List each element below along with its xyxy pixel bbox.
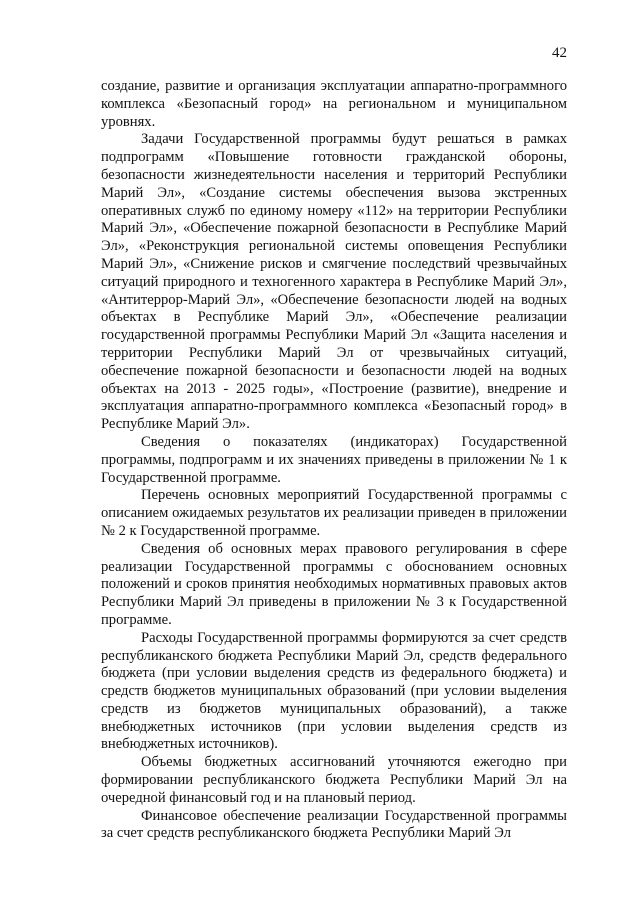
paragraph-measures-list: Перечень основных мероприятий Государственной программы с описанием ожидаемых результатов их реализации приведен в приложении № 2 к Государственной программе.: [101, 487, 567, 539]
paragraph-financing: Финансовое обеспечение реализации Государственной программы за счет средств республиканского бюджета Республики Марий Эл: [101, 807, 567, 842]
page-number: 42: [552, 45, 567, 61]
paragraph-expenses: Расходы Государственной программы формируются за счет средств республиканского бюджета Республики Марий Эл, средств федерального бюджета (при условии выделения средств из федерального бюджета) и средств бюджетов муниципальных образований (при условии выделения средств из бюджетов муниципальных образований), а также внебюджетных источников (при условии выделения средств из внебюджетных источников).: [101, 629, 567, 753]
paragraph-continuation: создание, развитие и организация эксплуатации аппаратно-программного комплекса «Безопасный город» на региональном и муниципальном уровнях.: [101, 78, 567, 130]
paragraph-indicators: Сведения о показателях (индикаторах) Государственной программы, подпрограмм и их значениях приведены в приложении № 1 к Государственной программе.: [101, 433, 567, 486]
body-text: [101, 78, 567, 843]
paragraph-tasks: Задачи Государственной программы будут решаться в рамках подпрограмм «Повышение готовности гражданской обороны, безопасности жизнедеятельности населения и территорий Республики Марий Эл», «Создание системы обеспечения вызова экстренных оперативных служб по единому номеру «112» на территории Республики Марий Эл», «Обеспечение пожарной безопасности в Республике Марий Эл», «Реконструкция региональной системы оповещения Республики Марий Эл», «Снижение рисков и смягчение последствий чрезвычайных ситуаций природного и техногенного характера в Республике Марий Эл», «Антитеррор-Марий Эл», «Обеспечение безопасности людей на водных объектах в Республике Марий Эл», «Обеспечение реализации государственной программы Республики Марий Эл «Защита населения и территории Республики Марий Эл от чрезвычайных ситуаций, обеспечение пожарной безопасности и безопасности людей на водных объектах на 2013 - 2025 годы», «Построение (развитие), внедрение и эксплуатация аппаратно-программного комплекса «Безопасный город» в Республике Марий Эл».: [101, 131, 567, 433]
paragraph-legal-regulation: Сведения об основных мерах правового регулирования в сфере реализации Государственной программы с обоснованием основных положений и сроков принятия необходимых нормативных правовых актов Республики Марий Эл приведены в приложении № 3 к Государственной программе.: [101, 540, 567, 628]
paragraph-budget-volumes: Объемы бюджетных ассигнований уточняются ежегодно при формировании республиканского бюджета Республики Марий Эл на очередной финансовый год и на плановый период.: [101, 754, 567, 806]
